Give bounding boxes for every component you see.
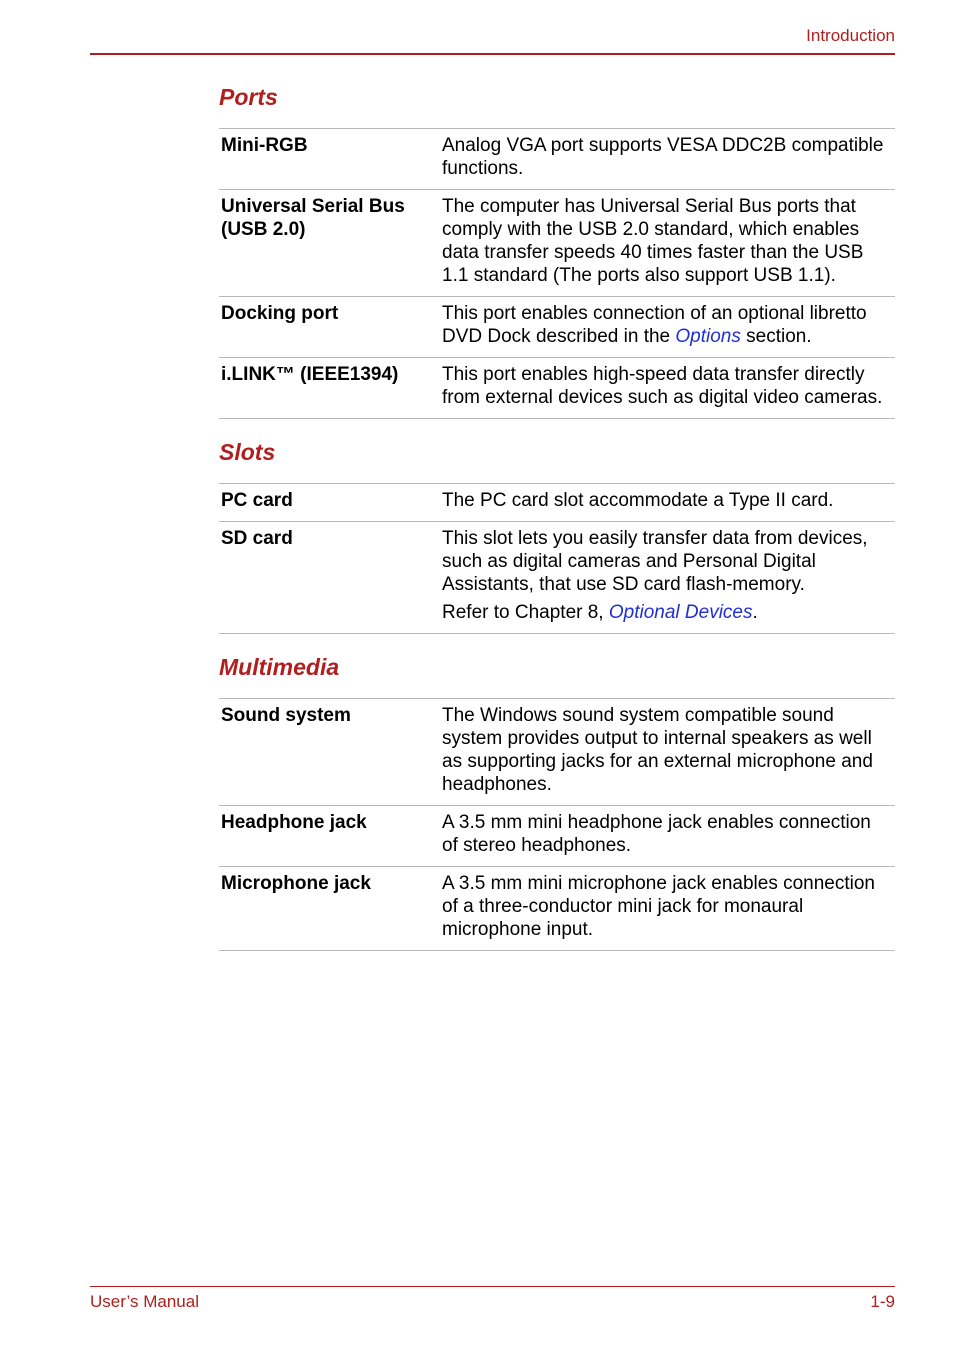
description-paragraph: [442, 601, 891, 624]
description-paragraph: [442, 302, 891, 348]
section-multimedia: [219, 652, 895, 951]
table-row: [219, 867, 895, 951]
description-paragraph: [442, 704, 891, 796]
footer-divider: [90, 1286, 895, 1287]
section-title: Ports: [219, 84, 278, 110]
spec-description: [442, 363, 895, 409]
footer-manual-title: User’s Manual: [90, 1292, 199, 1311]
section-title: Multimedia: [219, 654, 340, 680]
spec-term: Docking port: [221, 303, 339, 324]
spec-term: Sound system: [221, 705, 351, 726]
description-text: This port enables connection of an optional libretto DVD Dock described in the: [442, 303, 867, 347]
description-paragraph: [442, 195, 891, 287]
spec-term: Microphone jack: [221, 873, 371, 894]
page-content: [219, 82, 895, 951]
spec-description: [442, 872, 895, 941]
spec-term: Headphone jack: [221, 812, 367, 833]
description-text: Refer to Chapter 8,: [442, 602, 609, 623]
spec-table: [219, 698, 895, 951]
spec-description: [442, 134, 895, 180]
spec-description: [442, 489, 895, 512]
header-divider: [90, 53, 895, 55]
table-row: [219, 129, 895, 190]
section-ports: [219, 82, 895, 419]
spec-description: [442, 704, 895, 796]
description-text: section.: [740, 326, 812, 347]
description-paragraph: [442, 872, 891, 941]
description-text: A 3.5 mm mini microphone jack enables connection of a three-conductor mini jack for monaural microphone input.: [442, 873, 876, 940]
spec-description: [442, 302, 895, 348]
cross-reference-link[interactable]: Options: [675, 326, 741, 347]
description-text: Analog VGA port supports VESA DDC2B compatible functions.: [442, 135, 884, 179]
table-row: [219, 522, 895, 634]
cross-reference-link[interactable]: Optional Devices: [608, 602, 753, 623]
description-text: This port enables high-speed data transfer directly from external devices such as digital video cameras.: [442, 364, 883, 408]
page-number: 1-9: [870, 1292, 895, 1311]
description-text: .: [752, 602, 758, 623]
description-text: This slot lets you easily transfer data from devices, such as digital cameras and Personal Digital Assistants, that use SD card flash-memory.: [442, 528, 868, 595]
spec-description: [442, 195, 895, 287]
spec-term: Universal Serial Bus (USB 2.0): [221, 196, 405, 240]
spec-description: [442, 527, 895, 624]
table-row: [219, 699, 895, 806]
description-text: The Windows sound system compatible sound system provides output to internal speakers as well as supporting jacks for an external microphone and headphones.: [442, 705, 873, 795]
description-text: A 3.5 mm mini headphone jack enables connection of stereo headphones.: [442, 812, 871, 856]
table-row: [219, 297, 895, 358]
table-row: [219, 190, 895, 297]
description-paragraph: [442, 134, 891, 180]
table-row: [219, 484, 895, 522]
spec-table: [219, 483, 895, 634]
description-paragraph: [442, 489, 891, 512]
description-paragraph: [442, 363, 891, 409]
spec-term: PC card: [221, 490, 293, 511]
spec-term: SD card: [221, 528, 293, 549]
table-row: [219, 806, 895, 867]
description-text: The PC card slot accommodate a Type II card.: [442, 490, 834, 511]
description-text: The computer has Universal Serial Bus ports that comply with the USB 2.0 standard, which enables data transfer speeds 40 times faster than the USB 1.1 standard (The ports also support USB 1.1).: [442, 196, 864, 286]
spec-description: [442, 811, 895, 857]
section-slots: [219, 437, 895, 634]
running-header: Introduction: [806, 26, 895, 45]
section-title: Slots: [219, 439, 276, 465]
spec-table: [219, 128, 895, 419]
description-paragraph: [442, 811, 891, 857]
table-row: [219, 358, 895, 419]
spec-term: Mini-RGB: [221, 135, 308, 156]
spec-term: i.LINK™ (IEEE1394): [221, 364, 399, 385]
description-paragraph: [442, 527, 891, 596]
